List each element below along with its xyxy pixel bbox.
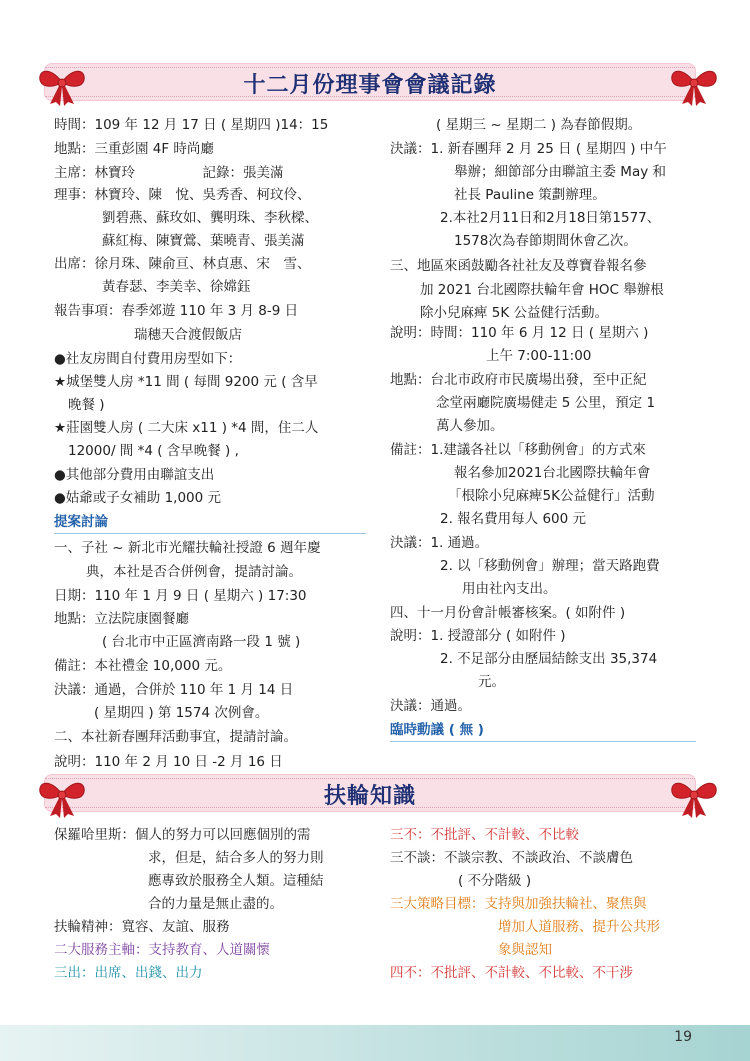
- holiday-period: ( 星期三 ~ 星期二 ) 為春節假期。: [436, 117, 642, 133]
- directors-line: 劉碧燕、蘇玫如、龔明珠、李秋樑、: [102, 210, 318, 226]
- proposal-4-desc: 說明：1. 授證部分 ( 如附件 ): [390, 628, 566, 644]
- proposal-3-place-cont: 萬人參加。: [436, 418, 504, 434]
- resolution-1-cont: 舉辦；細節部分由聯誼主委 May 和: [454, 164, 666, 180]
- proposal-1: 一、子社 ~ 新北市光耀扶輪社授證 6 週年慶: [54, 540, 321, 556]
- rotary-knowledge-banner: [44, 774, 696, 812]
- divider: [390, 741, 696, 742]
- proposal-3-place: 地點：台北市政府市民廣場出發，至中正紀: [390, 372, 647, 388]
- proposal-2-desc: 說明：110 年 2 月 10 日 -2 月 16 日: [54, 754, 283, 770]
- ribbon-bow-icon: [668, 62, 720, 108]
- proposal-3-time: 說明：時間：110 年 6 月 12 日 ( 星期六 ): [390, 325, 649, 341]
- ribbon-bow-icon: [36, 774, 88, 820]
- divider: [54, 533, 366, 534]
- page-footer-band: [0, 1025, 750, 1061]
- proposal-4: 四、十一月份會計帳審核案。( 如附件 ): [390, 605, 626, 621]
- chair-and-recorder: 主席：林寶玲 記錄：張美滿: [54, 165, 284, 181]
- proposal-3-note-cont: 報名參加2021台北國際扶輪年會: [454, 465, 651, 481]
- attendees-line: 出席：徐月珠、陳俞亘、林貞惠、宋 雪、: [54, 256, 311, 272]
- report-hotel: 瑞穗天合渡假飯店: [134, 327, 242, 343]
- proposal-3-note-2: 2. 報名費用每人 600 元: [440, 511, 587, 527]
- proposal-1-venue: 地點：立法院康園餐廳: [54, 611, 189, 627]
- three-no-talks: 三不談：不談宗教、不談政治、不談膚色: [390, 850, 633, 866]
- rotary-spirit: 扶輪精神：寬容、友誼、服務: [54, 919, 230, 935]
- paul-harris-quote-cont: 應專致於服務全人類。這種結: [148, 873, 324, 889]
- directors-line: 理事：林寶玲、陳 悅、吳秀香、柯玟伶、: [54, 187, 311, 203]
- meeting-record-title: 十二月份理事會會議記錄: [243, 73, 497, 98]
- proposal-1-resolution-cont: ( 星期四 ) 第 1574 次例會。: [94, 705, 269, 721]
- paul-harris-quote-cont: 合的力量是無止盡的。: [148, 896, 283, 912]
- meeting-time: 時間：109 年 12 月 17 日 ( 星期四 )14：15: [54, 117, 329, 133]
- proposal-1-address: ( 台北市中正區濟南路一段 1 號 ): [102, 634, 301, 650]
- paul-harris-quote: 保羅哈里斯：個人的努力可以回應個別的需: [54, 827, 311, 843]
- proposal-4-desc-2-cont: 元。: [478, 674, 505, 690]
- room-info-heading: ●社友房間自付費用房型如下：: [54, 351, 242, 367]
- proposal-1-date: 日期：110 年 1 月 9 日 ( 星期六 ) 17:30: [54, 588, 307, 604]
- three-no-talks-cont: ( 不分階級 ): [458, 873, 532, 889]
- attendees-line: 黃春瑟、李美幸、徐嫦鈺: [102, 279, 251, 295]
- proposal-3-resolution-2: 2. 以「移動例會」辦理；當天路跑費: [440, 558, 660, 574]
- resolution-1: 決議：1. 新春團拜 2 月 25 日 ( 星期四 ) 中午: [390, 141, 667, 157]
- resolution-1-cont: 社長 Pauline 策劃辦理。: [454, 187, 606, 203]
- proposal-3-resolution-2-cont: 用由社內支出。: [462, 581, 557, 597]
- proposal-3-place-cont: 念堂兩廳院廣場健走 5 公里，預定 1: [436, 395, 656, 411]
- family-subsidy: ●姑爺或子女補助 1,000 元: [54, 490, 222, 506]
- report-item: 報告事項：春季郊遊 110 年 3 月 8-9 日: [54, 303, 299, 319]
- room-manor: ★莊園雙人房 ( 二大床 x11 ) *4 間，住二人: [54, 420, 319, 436]
- resolution-2: 2.本社2月11日和2月18日第1577、: [440, 210, 661, 226]
- three-strategic-goals-cont: 增加人道服務、提升公共形: [498, 919, 660, 935]
- proposal-4-desc-2: 2. 不足部分由歷屆結餘支出 35,374: [440, 651, 658, 667]
- proposal-4-resolution: 決議：通過。: [390, 698, 471, 714]
- meeting-venue: 地點：三重彭園 4F 時尚廳: [54, 141, 214, 157]
- three-outs: 三出：出席、出錢、出力: [54, 965, 203, 981]
- ribbon-bow-icon: [668, 774, 720, 820]
- three-strategic-goals-cont: 象與認知: [498, 942, 552, 958]
- resolution-2-cont: 1578次為春節期間休會乙次。: [454, 233, 637, 249]
- room-castle: ★城堡雙人房 *11 間 ( 每間 9200 元 ( 含早: [54, 374, 318, 390]
- extempore-motion-heading: 臨時動議 ( 無 ): [390, 722, 484, 738]
- proposal-3-resolution: 決議：1. 通過。: [390, 535, 489, 551]
- proposal-3-note-cont: 「根除小兒麻痺5K公益健行」活動: [448, 488, 655, 504]
- proposal-1-note: 備註：本社禮金 10,000 元。: [54, 658, 232, 674]
- three-nots: 三不：不批評、不計較、不比較: [390, 827, 579, 843]
- ribbon-bow-icon: [36, 62, 88, 108]
- proposal-3-note: 備註：1.建議各社以「移動例會」的方式來: [390, 442, 646, 458]
- paul-harris-quote-cont: 求，但是，結合多人的努力則: [148, 850, 324, 866]
- meeting-record-banner: [44, 63, 696, 101]
- two-service-axes: 二大服務主軸：支持教育、人道關懷: [54, 942, 270, 958]
- four-nots: 四不：不批評、不計較、不比較、不干涉: [390, 965, 633, 981]
- page-number: 19: [674, 1029, 692, 1045]
- room-castle-cont: 晚餐 ): [68, 397, 105, 413]
- proposal-2: 二、本社新春團拜活動事宜，提請討論。: [54, 729, 297, 745]
- proposal-3-cont: 加 2021 台北國際扶輪年會 HOC 舉辦根: [420, 282, 664, 298]
- directors-line: 蘇紅梅、陳寶鶯、葉曉青、張美滿: [102, 233, 305, 249]
- proposal-1-cont: 典，本社是否合併例會，提請討論。: [86, 564, 302, 580]
- rotary-knowledge-title: 扶輪知識: [323, 784, 416, 809]
- proposal-1-resolution: 決議：通過，合併於 110 年 1 月 14 日: [54, 682, 294, 698]
- proposal-heading: 提案討論: [54, 514, 108, 530]
- proposal-3: 三、地區來函鼓勵各社社友及尊寶眷報名參: [390, 258, 647, 274]
- room-manor-cont: 12000/ 間 *4 ( 含早晚餐 ) ,: [68, 443, 239, 459]
- three-strategic-goals: 三大策略目標：支持與加強扶輪社、聚焦與: [390, 896, 647, 912]
- proposal-3-time-cont: 上午 7:00-11:00: [486, 348, 592, 364]
- proposal-3-cont: 除小兒麻痺 5K 公益健行活動。: [420, 305, 609, 321]
- other-expense: ●其他部分費用由聯誼支出: [54, 467, 215, 483]
